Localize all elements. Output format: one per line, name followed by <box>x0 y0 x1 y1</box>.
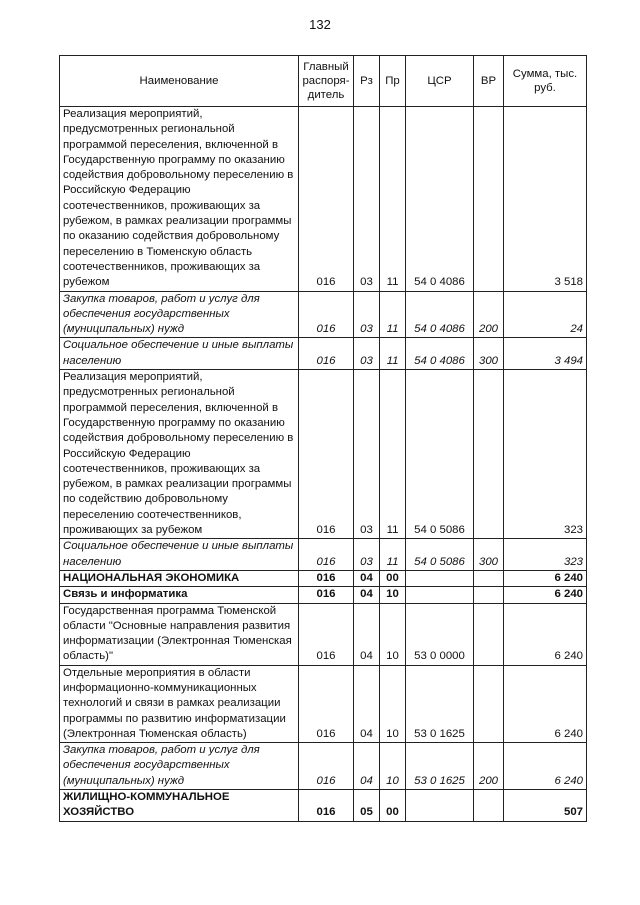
cell-grbs: 016 <box>299 338 354 370</box>
page-number: 132 <box>309 17 331 32</box>
cell-sum: 6 240 <box>504 665 587 742</box>
cell-pr: 11 <box>380 370 406 539</box>
cell-grbs: 016 <box>299 665 354 742</box>
cell-grbs: 016 <box>299 107 354 292</box>
cell-rz: 04 <box>354 665 380 742</box>
table-row <box>60 107 587 292</box>
cell-grbs: 016 <box>299 587 354 603</box>
cell-rz: 04 <box>354 587 380 603</box>
cell-rz: 03 <box>354 291 380 338</box>
header-sum: Сумма, тыс. руб. <box>504 56 587 107</box>
header-grbs: Главный распоря-дитель <box>299 56 354 107</box>
cell-pr: 00 <box>380 570 406 586</box>
table-row <box>60 539 587 571</box>
cell-csr: 54 0 4086 <box>406 338 474 370</box>
cell-name: Закупка товаров, работ и услуг для обеспечения государственных (муниципальных) нужд <box>60 743 299 790</box>
cell-name: Социальное обеспечение и иные выплаты населению <box>60 338 299 370</box>
header-vr: ВР <box>474 56 504 107</box>
cell-vr <box>474 587 504 603</box>
cell-grbs: 016 <box>299 790 354 822</box>
table-row <box>60 338 587 370</box>
cell-name: Социальное обеспечение и иные выплаты населению <box>60 539 299 571</box>
cell-csr: 53 0 0000 <box>406 603 474 665</box>
cell-csr: 54 0 5086 <box>406 539 474 571</box>
cell-name: Связь и информатика <box>60 587 299 603</box>
cell-csr <box>406 570 474 586</box>
cell-sum: 323 <box>504 370 587 539</box>
cell-csr: 54 0 4086 <box>406 107 474 292</box>
cell-vr <box>474 370 504 539</box>
cell-rz: 04 <box>354 603 380 665</box>
cell-vr: 200 <box>474 291 504 338</box>
cell-sum: 3 518 <box>504 107 587 292</box>
header-name: Наименование <box>60 56 299 107</box>
cell-pr: 11 <box>380 291 406 338</box>
cell-name: Отдельные мероприятия в области информационно-коммуникационных технологий и связи в рамках реализации программы по развитию информатизации (Электронная Тюменская область) <box>60 665 299 742</box>
cell-name: ЖИЛИЩНО-КОММУНАЛЬНОЕ ХОЗЯЙСТВО <box>60 790 299 822</box>
cell-vr: 300 <box>474 539 504 571</box>
cell-rz: 03 <box>354 539 380 571</box>
cell-name: Реализация мероприятий, предусмотренных региональной программой переселения, включенной в Государственную программу по оказанию содействия добровольному переселению в Российскую Федерацию соотечественников, проживающих за рубежом, в рамках реализации программы по оказанию содействия добровольному переселению в Тюменскую область соотечественников, проживающих за рубежом <box>60 107 299 292</box>
cell-sum: 24 <box>504 291 587 338</box>
cell-sum: 507 <box>504 790 587 822</box>
cell-rz: 03 <box>354 338 380 370</box>
cell-vr <box>474 790 504 822</box>
cell-vr: 200 <box>474 743 504 790</box>
table-row <box>60 790 587 822</box>
table-row <box>60 570 587 586</box>
table-row <box>60 743 587 790</box>
cell-grbs: 016 <box>299 539 354 571</box>
cell-grbs: 016 <box>299 570 354 586</box>
cell-name: Закупка товаров, работ и услуг для обеспечения государственных (муниципальных) нужд <box>60 291 299 338</box>
cell-grbs: 016 <box>299 743 354 790</box>
cell-csr <box>406 790 474 822</box>
cell-rz: 03 <box>354 107 380 292</box>
cell-pr: 10 <box>380 665 406 742</box>
header-rz: Рз <box>354 56 380 107</box>
header-pr: Пр <box>380 56 406 107</box>
cell-vr <box>474 107 504 292</box>
cell-sum: 323 <box>504 539 587 571</box>
table-header-row <box>60 56 587 107</box>
cell-vr <box>474 570 504 586</box>
cell-pr: 11 <box>380 539 406 571</box>
cell-name: НАЦИОНАЛЬНАЯ ЭКОНОМИКА <box>60 570 299 586</box>
cell-csr: 54 0 4086 <box>406 291 474 338</box>
cell-pr: 00 <box>380 790 406 822</box>
cell-csr: 53 0 1625 <box>406 665 474 742</box>
cell-sum: 3 494 <box>504 338 587 370</box>
cell-sum: 6 240 <box>504 603 587 665</box>
table-body <box>60 107 587 822</box>
cell-vr: 300 <box>474 338 504 370</box>
cell-csr: 53 0 1625 <box>406 743 474 790</box>
table-row <box>60 665 587 742</box>
cell-sum: 6 240 <box>504 743 587 790</box>
table-row <box>60 603 587 665</box>
cell-sum: 6 240 <box>504 570 587 586</box>
table-row <box>60 291 587 338</box>
cell-vr <box>474 603 504 665</box>
cell-name: Государственная программа Тюменской области "Основные направления развития информатизации (Электронная Тюменская область)" <box>60 603 299 665</box>
cell-rz: 04 <box>354 743 380 790</box>
cell-csr: 54 0 5086 <box>406 370 474 539</box>
cell-vr <box>474 665 504 742</box>
cell-rz: 04 <box>354 570 380 586</box>
cell-rz: 03 <box>354 370 380 539</box>
cell-pr: 10 <box>380 743 406 790</box>
budget-table <box>59 55 587 822</box>
cell-name: Реализация мероприятий, предусмотренных региональной программой переселения, включенной в Государственную программу по оказанию содействия добровольному переселению в Российскую Федерацию соотечественников, проживающих за рубежом, в рамках реализации программы по содействию добровольному переселению соотечественников, проживающих за рубежом <box>60 370 299 539</box>
header-csr: ЦСР <box>406 56 474 107</box>
cell-grbs: 016 <box>299 370 354 539</box>
cell-rz: 05 <box>354 790 380 822</box>
cell-pr: 11 <box>380 338 406 370</box>
cell-grbs: 016 <box>299 291 354 338</box>
cell-csr <box>406 587 474 603</box>
cell-pr: 10 <box>380 587 406 603</box>
cell-pr: 10 <box>380 603 406 665</box>
cell-sum: 6 240 <box>504 587 587 603</box>
cell-pr: 11 <box>380 107 406 292</box>
cell-grbs: 016 <box>299 603 354 665</box>
table-row <box>60 587 587 603</box>
table-row <box>60 370 587 539</box>
